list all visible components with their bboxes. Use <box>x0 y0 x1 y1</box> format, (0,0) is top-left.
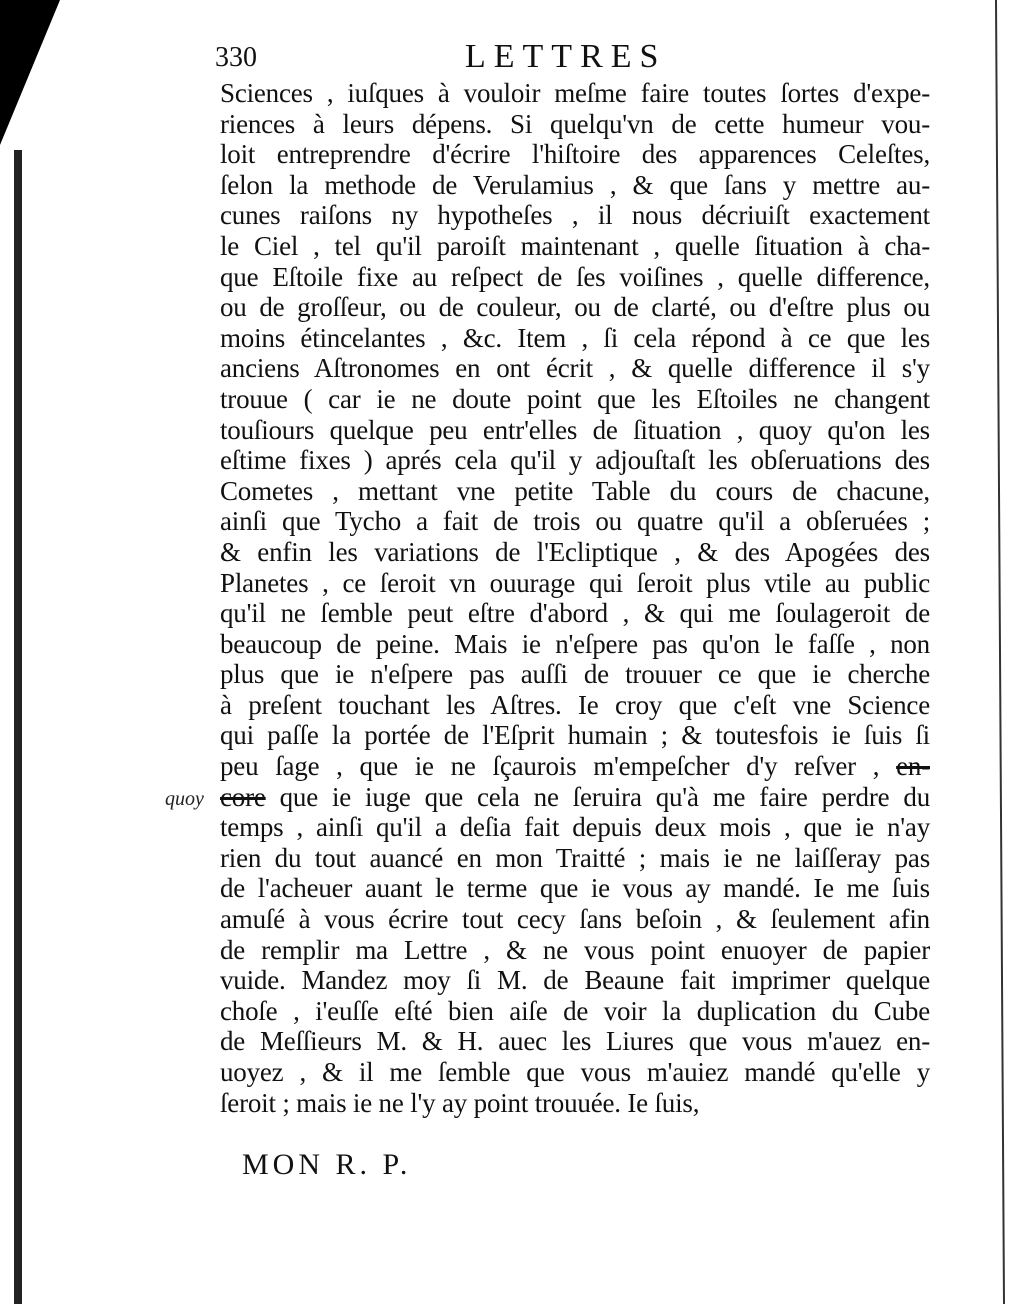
text-line: de l'acheuer auant le terme que ie vous ay mandé. Ie me ſuis <box>220 873 930 904</box>
text-line: de remplir ma Lettre , & ne vous point enuoyer de papier <box>220 934 930 965</box>
text-line: Sciences , iuſques à vouloir meſme faire toutes ſortes d'expe- <box>220 78 930 108</box>
page-edge-shadow <box>0 0 60 1304</box>
text-line: ſelon la methode de Verulamius , & que ſans y mettre au- <box>220 169 930 200</box>
text-line: core que ie iuge que cela ne ſeruira qu'à me faire perdre du <box>220 781 930 812</box>
text-line: anciens Aſtronomes en ont écrit , & quelle difference il s'y <box>220 353 930 384</box>
text-line: moins étincelantes , &c. Item , ſi cela répond à ce que les <box>220 322 930 353</box>
letter-body <box>220 78 930 1118</box>
text-line: qu'il ne ſemble peut eſtre d'abord , & qui me ſoulageroit de <box>220 598 930 629</box>
text-line: uoyez , & il me ſemble que vous m'auiez mandé qu'elle y <box>220 1057 930 1087</box>
text-line: touſiours quelque peu entr'elles de ſituation , quoy qu'on les <box>220 414 930 445</box>
text-line: plus que ie n'eſpere pas auſſi de trouuer ce que ie cherche <box>220 659 930 690</box>
struck-text: core <box>220 781 266 812</box>
text-line: peu ſage , que ie ne ſçaurois m'empeſcher d'y reſver , en- <box>220 751 930 782</box>
scan-left-edge <box>0 0 60 1304</box>
text-line: le Ciel , tel qu'il paroiſt maintenant , quelle ſituation à cha- <box>220 230 930 261</box>
struck-text: en- <box>896 751 930 782</box>
text-line: loit entreprendre d'écrire l'hiſtoire des apparences Celeſtes, <box>220 139 930 170</box>
text-line: amuſé à vous écrire tout cecy ſans beſoin , & ſeulement afin <box>220 904 930 935</box>
page-fold-line <box>944 0 1024 1304</box>
text-line: & enfin les variations de l'Ecliptique , & des Apogées des <box>220 536 930 567</box>
text-line: qui paſſe la portée de l'Eſprit humain ; & toutesfois ie ſuis ſi <box>220 720 930 751</box>
page-number: 330 <box>215 42 257 73</box>
text-line: ou de groſſeur, ou de couleur, ou de clarté, ou d'eſtre plus ou <box>220 292 930 323</box>
scan-right-edge <box>944 0 1024 1304</box>
text-line: choſe , i'euſſe eſté bien aiſe de voir la duplication du Cube <box>220 995 930 1026</box>
text-line: eſtime fixes ) aprés cela qu'il y adjouſtaſt les obſeruations des <box>220 445 930 476</box>
text-line: ſeroit ; mais ie ne l'y ay point trouuée. Ie ſuis, <box>220 1087 700 1118</box>
margin-annotation: quoy <box>165 788 204 810</box>
text-line: beaucoup de peine. Mais ie n'eſpere pas qu'on le faſſe , non <box>220 628 930 659</box>
running-head: LETTRES <box>465 38 667 75</box>
text-line: trouue ( car ie ne doute point que les Eſtoiles ne changent <box>220 383 930 414</box>
text-line: temps , ainſi qu'il a deſia fait depuis deux mois , que ie n'ay <box>220 812 930 843</box>
closing-salutation: MON R. P. <box>242 1148 412 1181</box>
text-line: à preſent touchant les Aſtres. Ie croy que c'eſt vne Science <box>220 689 930 720</box>
text-line: riences à leurs dépens. Si quelqu'vn de cette humeur vou- <box>220 108 930 139</box>
text-line: que Eſtoile fixe au reſpect de ſes voiſines , quelle difference, <box>220 261 930 292</box>
text-line: Cometes , mettant vne petite Table du cours de chacune, <box>220 475 930 506</box>
text-line: Planetes , ce ſeroit vn ouurage qui ſeroit plus vtile au public <box>220 567 930 598</box>
text-line: ainſi que Tycho a fait de trois ou quatre qu'il a obſeruées ; <box>220 506 930 537</box>
page-header <box>215 38 935 82</box>
text-line: de Meſſieurs M. & H. auec les Liures que vous m'auez en- <box>220 1026 930 1057</box>
text-line: vuide. Mandez moy ſi M. de Beaune fait imprimer quelque <box>220 965 930 996</box>
text-line: cunes raiſons ny hypotheſes , il nous décriuiſt exactement <box>220 200 930 231</box>
text-line: rien du tout auancé en mon Traitté ; mais ie ne laiſſeray pas <box>220 842 930 873</box>
